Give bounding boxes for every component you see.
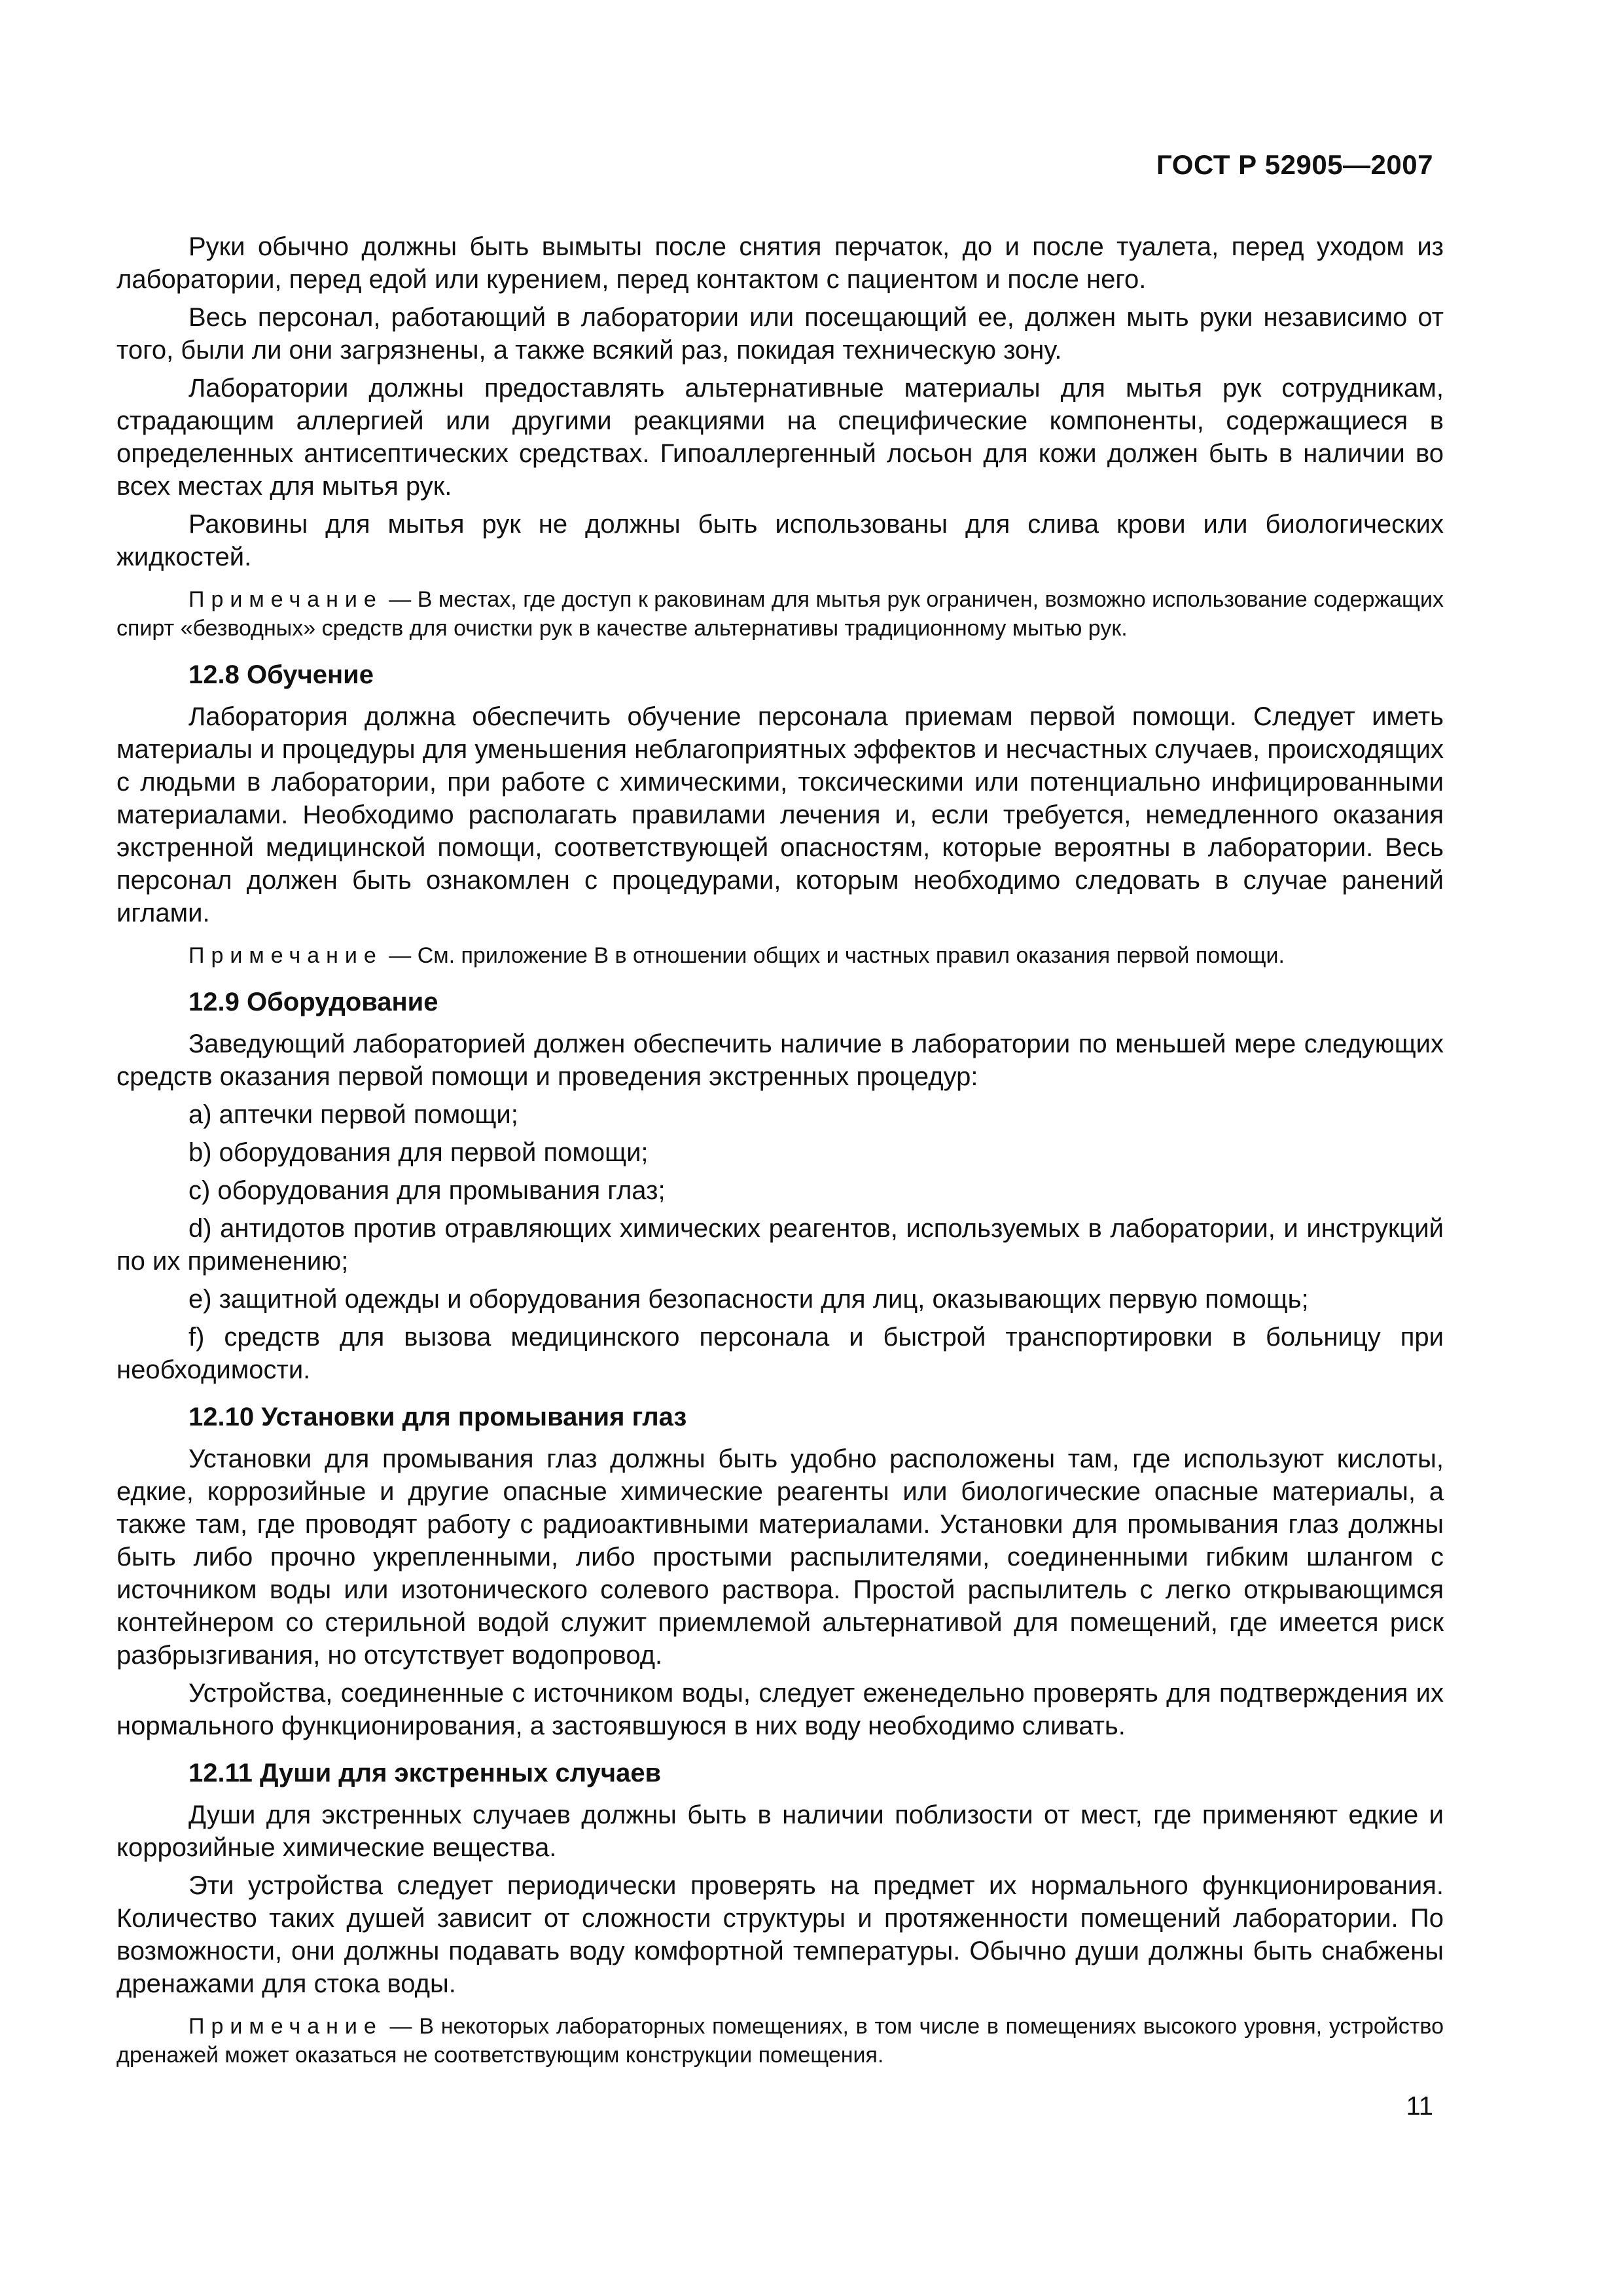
list-item: a) аптечки первой помощи; <box>188 1100 518 1129</box>
list-item: f) средств для вызова медицинского персонала и быстрой транспортировки в больницу при необходимости. <box>116 1323 1444 1384</box>
section-heading: 12.8 Обучение <box>188 660 374 689</box>
list-item: c) оборудования для промывания глаз; <box>188 1176 666 1205</box>
note-text: — В местах, где доступ к раковинам для мытья рук ограничен, возможно использование содержащих спирт «безводных» средств для очистки рук в качестве альтернативы традиционному мытью рук. <box>116 587 1444 641</box>
paragraph: Руки обычно должны быть вымыты после снятия перчаток, до и после туалета, перед уходом из лаборатории, перед едой или курением, перед контактом с пациентом и после него. <box>116 232 1444 294</box>
note <box>116 941 1444 970</box>
note-label: Примечание <box>188 2014 383 2039</box>
paragraph: Весь персонал, работающий в лаборатории или посещающий ее, должен мыть руки независимо от того, были ли они загрязнены, а также всякий раз, покидая техническую зону. <box>116 303 1444 365</box>
note-text: — См. приложение В в отношении общих и частных правил оказания первой помощи. <box>382 943 1285 968</box>
paragraph: Устройства, соединенные с источником воды, следует еженедельно проверять для подтверждения их нормального функционирования, а застоявшуюся в них воду необходимо сливать. <box>116 1679 1444 1740</box>
paragraph: Эти устройства следует периодически проверять на предмет их нормального функционирования. Количество таких душей зависит от сложности структуры и протяженности помещений лаборатории. По возможности, они должны подавать воду комфортной температуры. Обычно души должны быть снабжены дренажами для стока воды. <box>116 1871 1444 1998</box>
note <box>116 2012 1444 2070</box>
paragraph: Лаборатория должна обеспечить обучение персонала приемам первой помощи. Следует иметь материалы и процедуры для уменьшения неблагоприятных эффектов и несчастных случаев, происходящих с людьми в лаборатории, при работе с химическими, токсическими или потенциально инфицированными материалами. Необходимо располагать правилами лечения и, если требуется, немедленного оказания экстренной медицинской помощи, соответствующей опасностям, которые вероятны в лаборатории. Весь персонал должен быть ознакомлен с процедурами, которым необходимо следовать в случае ранений иглами. <box>116 702 1444 927</box>
note-label: Примечание <box>188 587 383 612</box>
paragraph: Раковины для мытья рук не должны быть использованы для слива крови или биологических жидкостей. <box>116 510 1444 571</box>
paragraph: Души для экстренных случаев должны быть в наличии поблизости от мест, где применяют едкие и коррозийные химические вещества. <box>116 1801 1444 1862</box>
document-body <box>116 230 1444 2085</box>
list-item: b) оборудования для первой помощи; <box>188 1138 649 1167</box>
section-heading: 12.9 Оборудование <box>188 988 438 1016</box>
document-header: ГОСТ Р 52905—2007 <box>1156 149 1433 180</box>
section-heading: 12.10 Установки для промывания глаз <box>188 1403 687 1431</box>
note <box>116 585 1444 643</box>
list-item: e) защитной одежды и оборудования безопасности для лиц, оказывающих первую помощь; <box>188 1285 1309 1314</box>
paragraph: Установки для промывания глаз должны быть удобно расположены там, где используют кислоты, едкие, коррозийные и другие опасные химические реагенты или биологические опасные материалы, а также там, где проводят работу с радиоактивными материалами. Установки для промывания глаз должны быть либо прочно укрепленными, либо простыми распылителями, соединенными гибким шлангом с источником воды или изотонического солевого раствора. Простой распылитель с легко открывающимся контейнером со стерильной водой служит приемлемой альтернативой для помещений, где имеется риск разбрызгивания, но отсутствует водопровод. <box>116 1444 1444 1670</box>
section-heading: 12.11 Души для экстренных случаев <box>188 1759 662 1787</box>
paragraph: Лаборатории должны предоставлять альтернативные материалы для мытья рук сотрудникам, страдающим аллергией или другими реакциями на специфические компоненты, содержащиеся в определенных антисептических средствах. Гипоаллергенный лосьон для кожи должен быть в наличии во всех местах для мытья рук. <box>116 374 1444 501</box>
note-label: Примечание <box>188 943 383 968</box>
note-text: — В некоторых лабораторных помещениях, в том числе в помещениях высокого уровня, устройство дренажей может оказаться не соответствующим конструкции помещения. <box>116 2014 1444 2068</box>
list-item: d) антидотов против отравляющих химических реагентов, используемых в лаборатории, и инструкций по их применению; <box>116 1214 1444 1276</box>
paragraph: Заведующий лабораторией должен обеспечить наличие в лаборатории по меньшей мере следующих средств оказания первой помощи и проведения экстренных процедур: <box>116 1030 1444 1091</box>
page-number: 11 <box>1406 2092 1433 2121</box>
